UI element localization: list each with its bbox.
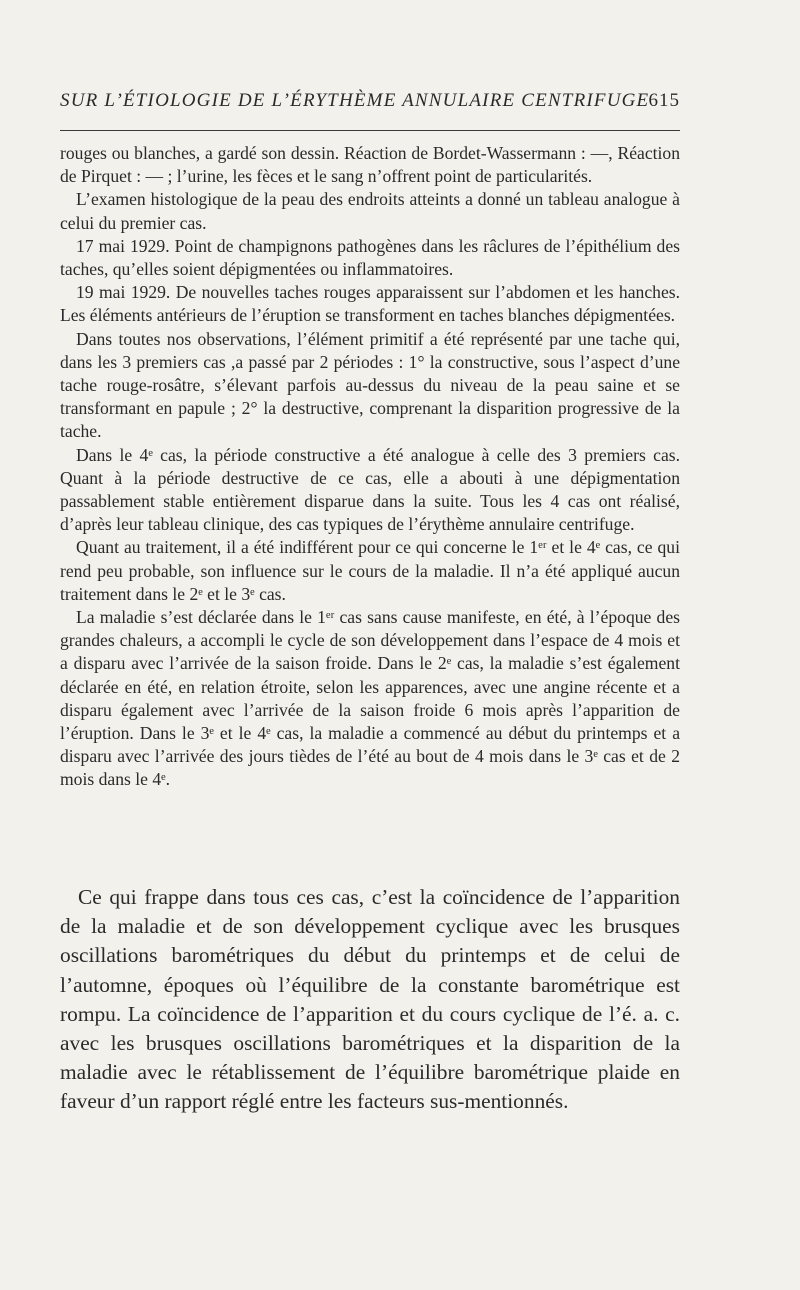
running-head: SUR L’ÉTIOLOGIE DE L’ÉRYTHÈME ANNULAIRE CENTRIFUGE [60, 90, 650, 111]
paragraph: 17 mai 1929. Point de champignons pathogènes dans les râclures de l’épithélium des taches, qu’elles soient dépigmentées ou inflammatoires. [60, 235, 680, 280]
paragraph: Dans toutes nos observations, l’élément primitif a été représenté par une tache qui, dans les 3 premiers cas ,a passé par 2 périodes : 1° la constructive, sous l’aspect d’une tache rouge-rosâtre, s’élevant parfois au-dessus du niveau de la peau saine et se transformant en papule ; 2° la destructive, comprenant la disparition progressive de la tache. [60, 328, 680, 442]
header-rule [60, 130, 680, 131]
page-number: 615 [648, 90, 680, 111]
paragraph: 19 mai 1929. De nouvelles taches rouges apparaissent sur l’abdomen et les hanches. Les éléments antérieurs de l’éruption se transforment en taches blanches dépigmentées. [60, 282, 680, 326]
paragraph: La maladie s’est déclarée dans le 1ᵉʳ cas sans cause manifeste, en été, à l’époque des grandes chaleurs, a accompli le cycle de son développement dans l’espace de 4 mois et a disparu avec l’arrivée de la saison froide. Dans le 2ᵉ cas, la maladie s’est également déclarée en été, en relation étroite, selon les apparences, avec une angine récente et a disparu également avec l’arrivée de la saison froide 6 mois après l’apparition de l’éruption. Dans le 3ᵉ et le 4ᵉ cas, la maladie a commencé au début du printemps et a disparu avec l’arrivée des jours tièdes de l’été au bout de 4 mois dans le 3ᵉ cas et de 2 mois dans le 4ᵉ. [60, 607, 680, 790]
paragraph: Dans le 4ᵉ cas, la période constructive a été analogue à celle des 3 premiers cas. Quant à la période destructive de ce cas, elle a abouti à une dépigmentation passablement stable entièrement disparue dans la suite. Tous les 4 cas ont réalisé, d’après leur tableau clinique, des cas typiques de l’érythème annulaire centrifuge. [60, 444, 680, 535]
paragraph: L’examen histologique de la peau des endroits atteints a donné un tableau analogue à celui du premier cas. [60, 189, 680, 233]
paragraph: rouges ou blanches, a gardé son dessin. Réaction de Bordet-Wassermann : —, Réaction de Pirquet : — ; l’urine, les fèces et le sang n’offrent point de particularités. [60, 143, 680, 187]
case-observations [60, 142, 680, 792]
conclusion-paragraph: Ce qui frappe dans tous ces cas, c’est la coïncidence de l’apparition de la maladie et de son développement cyclique avec les brusques oscillations barométriques du début du printemps et de celui de l’automne, époques où l’équilibre de la constante barométrique est rompu. La coïncidence de l’apparition et du cours cyclique de l’é. a. c. avec les brusques oscillations barométriques et la disparition de la maladie avec le rétablissement de l’équilibre barométrique plaide en faveur d’un rapport réglé entre les facteurs sus-mentionnés. [60, 885, 680, 1114]
conclusion-section [60, 883, 680, 1117]
page-header [60, 90, 680, 130]
paragraph: Quant au traitement, il a été indifférent pour ce qui concerne le 1ᵉʳ et le 4ᵉ cas, ce qui rend peu probable, son influence sur le cours de la maladie. Il n’a été appliqué aucun traitement dans le 2ᵉ et le 3ᵉ cas. [60, 537, 680, 604]
